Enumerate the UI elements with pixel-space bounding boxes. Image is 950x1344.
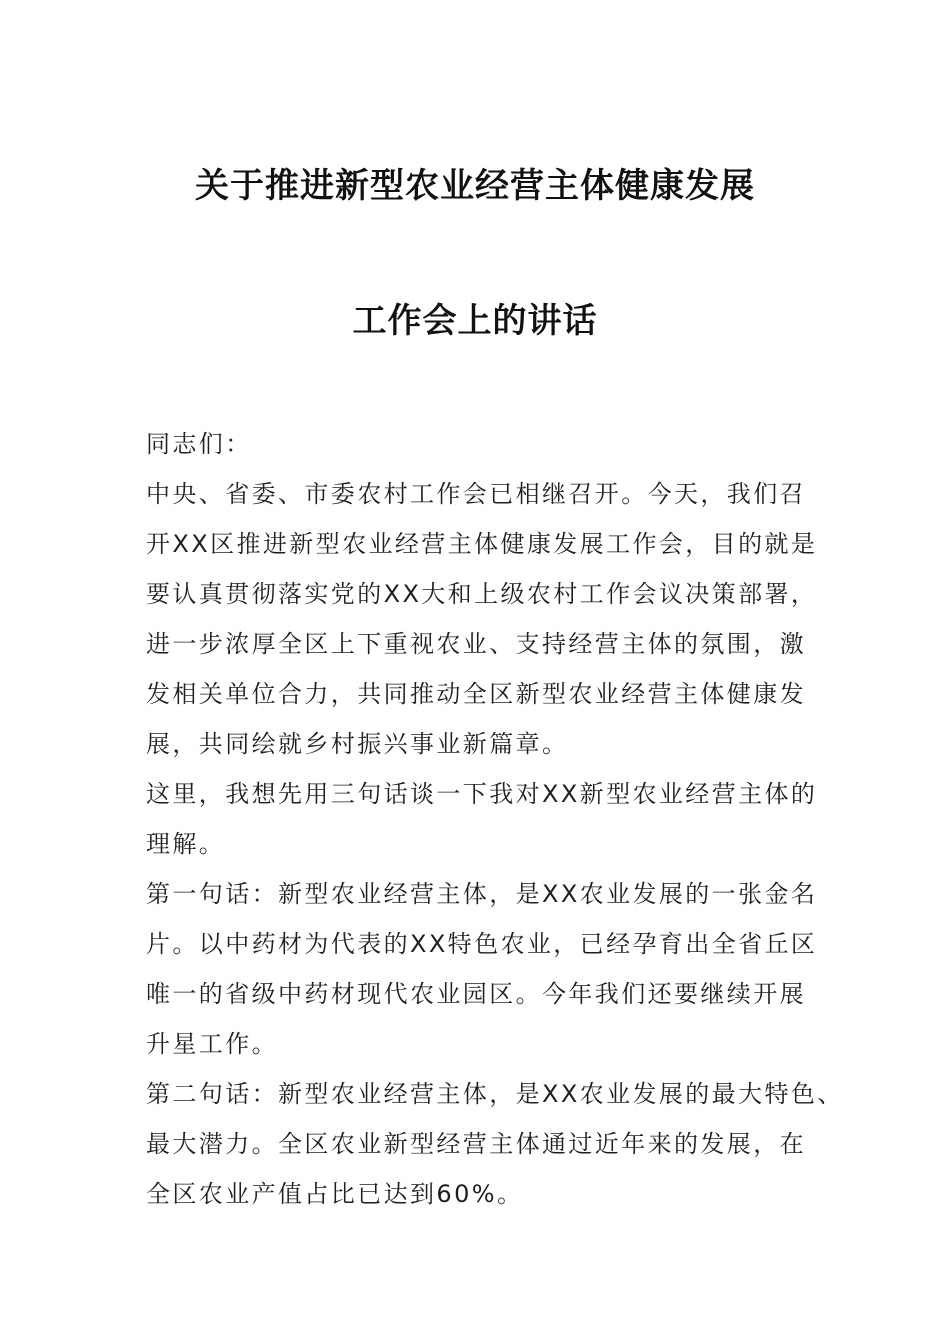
body-line: 要认真贯彻落实党的XX大和上级农村工作会议决策部署， xyxy=(146,580,818,608)
body-line: 片。以中药材为代表的XX特色农业，已经孕育出全省丘区 xyxy=(146,930,818,958)
speech-body xyxy=(146,424,844,1224)
body-line: 进一步浓厚全区上下重视农业、支持经营主体的氛围，激 xyxy=(146,630,806,658)
body-line: 第一句话：新型农业经营主体，是XX农业发展的一张金名 xyxy=(146,880,818,908)
body-line: 发相关单位合力，共同推动全区新型农业经营主体健康发 xyxy=(146,680,806,708)
document-title-line-1: 关于推进新型农业经营主体健康发展 xyxy=(195,166,755,206)
document-title-line-2: 工作会上的讲话 xyxy=(352,301,598,341)
body-line: 中央、省委、市委农村工作会已相继召开。今天，我们召 xyxy=(146,480,806,508)
body-line: 这里，我想先用三句话谈一下我对XX新型农业经营主体的 xyxy=(146,780,818,808)
body-line: 最大潜力。全区农业新型经营主体通过近年来的发展，在 xyxy=(146,1130,806,1158)
body-line: 理解。 xyxy=(146,830,226,858)
body-line: 展，共同绘就乡村振兴事业新篇章。 xyxy=(146,730,569,758)
body-line: 唯一的省级中药材现代农业园区。今年我们还要继续开展 xyxy=(146,980,806,1008)
body-line: 升星工作。 xyxy=(146,1030,278,1058)
salutation: 同志们： xyxy=(146,430,252,458)
body-line: 第二句话：新型农业经营主体，是XX农业发展的最大特色、 xyxy=(146,1080,844,1108)
body-line: 全区农业产值占比已达到60%。 xyxy=(146,1180,524,1208)
body-line: 开XX区推进新型农业经营主体健康发展工作会，目的就是 xyxy=(146,530,818,558)
